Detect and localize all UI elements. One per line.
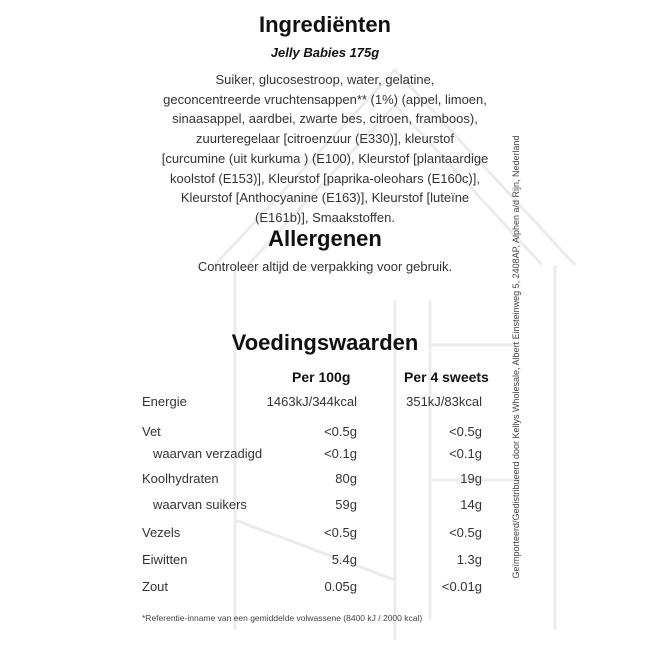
column-header-per-portion: Per 4 sweets (404, 369, 489, 385)
value-per-portion: <0.01g (441, 579, 482, 594)
value-per-portion: <0.5g (449, 424, 482, 439)
value-per-100g: <0.5g (324, 525, 357, 540)
ingredients-line: (E161b)], Smaakstoffen. (255, 209, 395, 225)
value-per-100g: <0.5g (324, 424, 357, 439)
nutrition-row-fibre (0, 525, 650, 545)
ingredients-line: [curcumine (uit kurkuma ) (E100), Kleurstof [plantaardige (161, 150, 489, 166)
nutrition-heading: Voedingswaarden (231, 330, 419, 355)
row-label: waarvan verzadigd (153, 446, 263, 461)
nutrition-row-salt (0, 579, 650, 599)
value-per-portion: 19g (460, 471, 482, 486)
ingredients-line: zuurteregelaar [citroenzuur (E330)], kleurstof (196, 131, 454, 147)
row-label: Energie (142, 394, 187, 409)
product-name: Jelly Babies 175g (270, 45, 380, 60)
value-per-100g: 5.4g (331, 552, 357, 567)
value-per-portion: <0.1g (449, 446, 482, 461)
ingredients-line: geconcentreerde vruchtensappen** (1%) (appel, limoen, (163, 91, 487, 107)
allergens-note: Controleer altijd de verpakking voor gebruik. (197, 259, 453, 274)
nutrition-row-fat (0, 424, 650, 444)
nutrition-row-protein (0, 552, 650, 572)
row-label: Vet (142, 424, 161, 439)
ingredients-heading: Ingrediënten (258, 12, 391, 37)
nutrition-row-saturated-fat (0, 446, 650, 466)
ingredients-line: sinaasappel, aardbei, zwarte bes, citroen, framboos), (172, 111, 478, 127)
nutrition-row-carbohydrates (0, 471, 650, 491)
row-label: Vezels (142, 525, 181, 540)
nutrition-row-energy (0, 394, 650, 414)
ingredients-list (138, 70, 512, 228)
row-label: Zout (142, 579, 169, 594)
value-per-100g: 1463kJ/344kcal (266, 394, 357, 409)
ingredients-line: koolstof (E153)], Kleurstof [paprika-oleohars (E160c)], (170, 170, 480, 186)
row-label: waarvan suikers (153, 497, 247, 512)
value-per-100g: 59g (335, 497, 357, 512)
nutrition-row-sugars (0, 497, 650, 517)
reference-intake-footnote: *Referentie-inname van een gemiddelde volwassene (8400 kJ / 2000 kcal) (142, 613, 423, 623)
ingredients-line: Suiker, glucosestroop, water, gelatine, (215, 72, 435, 87)
value-per-portion: 14g (460, 497, 482, 512)
column-header-per-100g: Per 100g (292, 369, 351, 385)
value-per-portion: 1.3g (456, 552, 482, 567)
row-label: Koolhydraten (142, 471, 219, 486)
ingredients-line: Kleurstof [Anthocyanine (E163)], Kleurstof [luteïne (180, 190, 470, 206)
value-per-100g: 80g (335, 471, 357, 486)
value-per-portion: 351kJ/83kcal (406, 394, 482, 409)
row-label: Eiwitten (142, 552, 188, 567)
value-per-100g: 0.05g (324, 579, 357, 594)
allergens-heading: Allergenen (268, 226, 382, 251)
value-per-portion: <0.5g (449, 525, 482, 540)
distributor-address: Geïmporteerd/Gedistribueerd door Kellys Wholesale, Albert Einsteinweg 5, 2408AP, Alphen a/d Rijn, Nederland (511, 135, 521, 579)
value-per-100g: <0.1g (324, 446, 357, 461)
